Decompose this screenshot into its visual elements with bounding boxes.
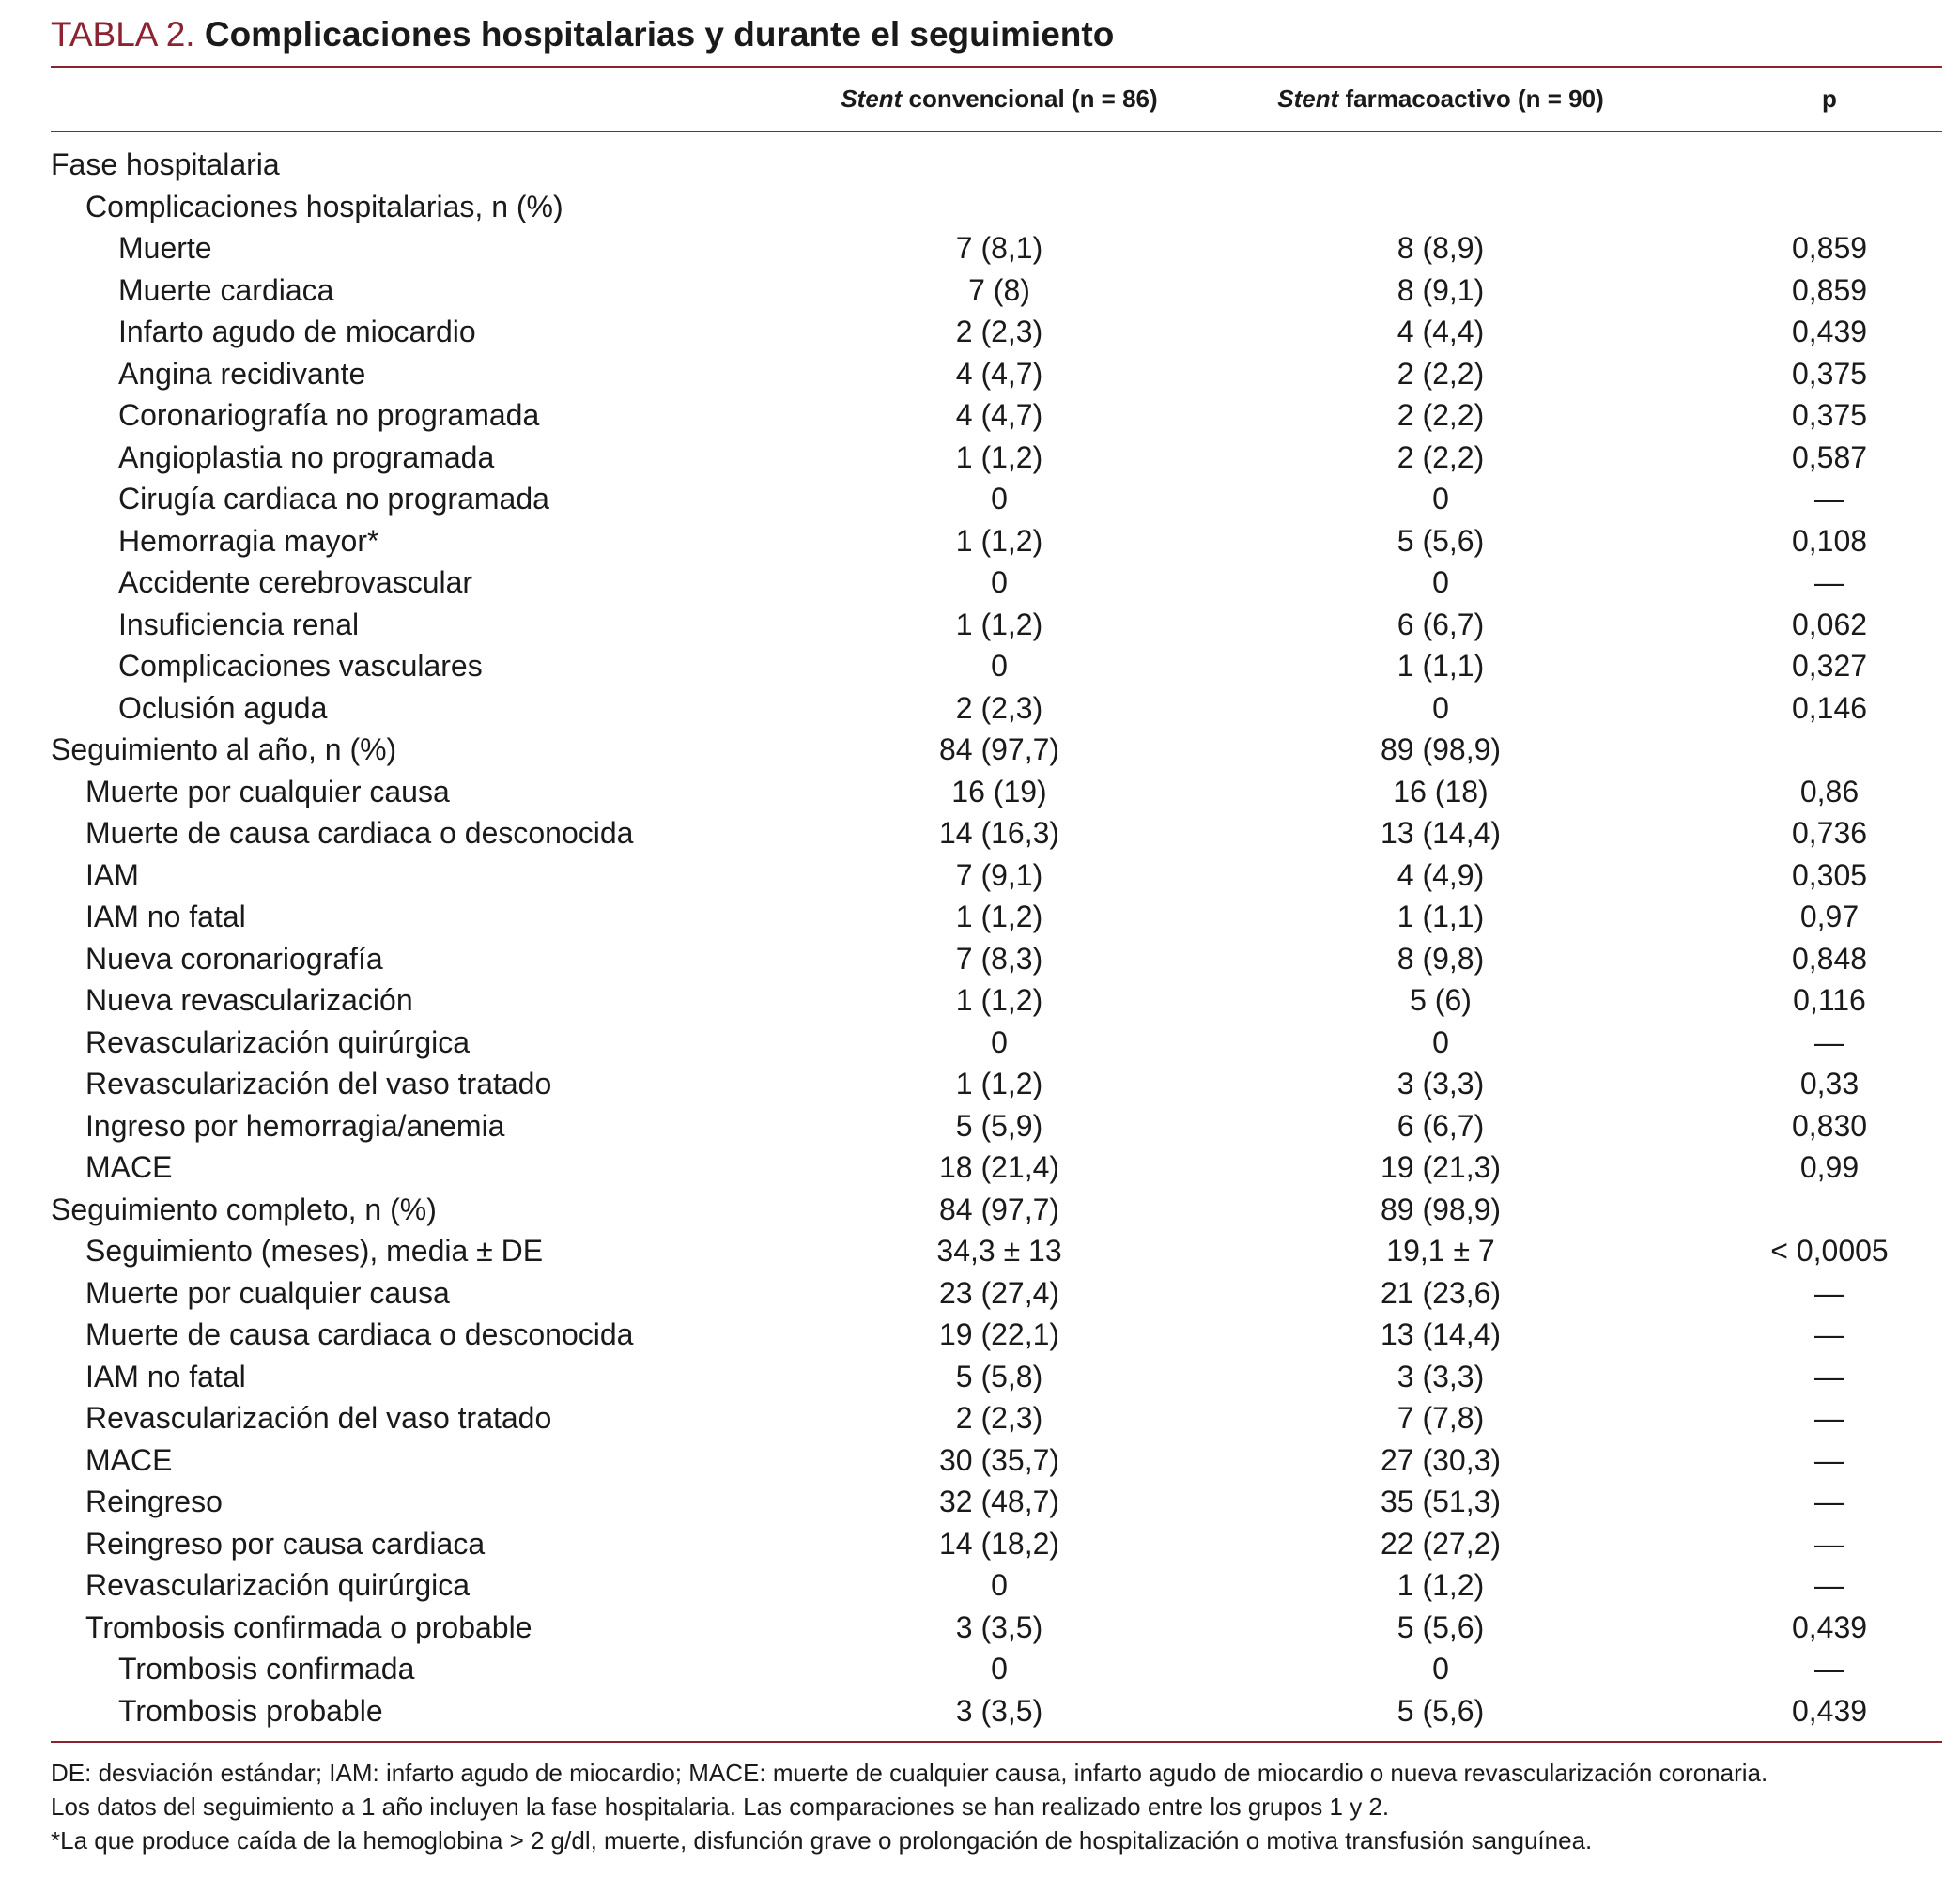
cell-group1: 32 (48,7) xyxy=(938,1485,1060,1518)
cell-p: — xyxy=(1814,1568,1844,1602)
row-label: MACE xyxy=(85,1150,173,1184)
row-label: Revascularización del vaso tratado xyxy=(85,1067,552,1100)
row-label: Revascularización quirúrgica xyxy=(85,1568,471,1602)
table-row xyxy=(51,1690,1942,1732)
cell-group2: 21 (23,6) xyxy=(1380,1275,1502,1310)
cell-group1: 23 (27,4) xyxy=(938,1275,1060,1310)
header-group1 xyxy=(830,85,1168,114)
table-row xyxy=(51,1189,1942,1231)
cell-group2: 89 (98,9) xyxy=(1380,1192,1502,1226)
cell-p: 0,859 xyxy=(1791,231,1868,265)
row-label: Muerte xyxy=(118,231,212,265)
table-header xyxy=(51,68,1942,131)
cell-group1: 1 (1,2) xyxy=(955,900,1043,933)
table-row xyxy=(51,1564,1942,1607)
cell-p xyxy=(1736,729,1923,771)
cell-group2: 2 (2,2) xyxy=(1397,398,1485,432)
cell-p xyxy=(1736,186,1923,228)
table-row xyxy=(51,437,1942,479)
cell-p: 0,86 xyxy=(1799,774,1860,808)
cell-group1: 1 (1,2) xyxy=(955,523,1043,558)
cell-p xyxy=(1736,144,1923,186)
row-label: IAM no fatal xyxy=(85,1359,246,1393)
row-label: Seguimiento al año, n (%) xyxy=(51,732,397,766)
cell-group1: 1 (1,2) xyxy=(955,607,1043,641)
cell-p: 0,848 xyxy=(1791,941,1868,976)
cell-group1: 5 (5,8) xyxy=(955,1359,1043,1393)
row-label: Seguimiento (meses), media ± DE xyxy=(85,1234,544,1268)
cell-p: — xyxy=(1814,1526,1844,1561)
header-group1-rest: convencional (n = 86) xyxy=(902,85,1158,113)
cell-p: 0,439 xyxy=(1791,1693,1868,1728)
cell-group2: 89 (98,9) xyxy=(1380,732,1502,766)
table-row xyxy=(51,938,1942,980)
cell-group2 xyxy=(1272,144,1610,186)
cell-group2: 1 (1,1) xyxy=(1397,649,1485,683)
cell-p: < 0,0005 xyxy=(1770,1234,1889,1268)
row-label: Oclusión aguda xyxy=(118,690,328,725)
table-row xyxy=(51,1230,1942,1272)
row-label: Cirugía cardiaca no programada xyxy=(118,482,549,516)
table-caption: Complicaciones hospitalarias y durante el seguimiento xyxy=(204,15,1115,54)
cell-group2: 0 xyxy=(1432,1024,1449,1059)
table-row xyxy=(51,1272,1942,1315)
row-label: Muerte de causa cardiaca o desconocida xyxy=(85,816,634,850)
table-row xyxy=(51,771,1942,813)
cell-p: 0,327 xyxy=(1791,649,1868,683)
cell-group1: 1 (1,2) xyxy=(955,439,1043,474)
row-label: Infarto agudo de miocardio xyxy=(118,315,476,348)
cell-group2: 13 (14,4) xyxy=(1380,816,1502,850)
cell-group2: 4 (4,4) xyxy=(1397,315,1485,348)
cell-group1: 7 (8) xyxy=(968,272,1030,307)
table-document xyxy=(51,13,1942,1857)
row-label: Trombosis confirmada o probable xyxy=(85,1609,532,1644)
cell-p: — xyxy=(1814,1401,1844,1435)
cell-p: 0,108 xyxy=(1791,523,1868,558)
cell-group2: 16 (18) xyxy=(1393,774,1489,808)
table-row xyxy=(51,1022,1942,1064)
cell-p: 0,587 xyxy=(1791,439,1868,474)
cell-p: 0,116 xyxy=(1793,983,1866,1017)
row-label: Accidente cerebrovascular xyxy=(118,565,473,599)
cell-p: — xyxy=(1814,1359,1844,1393)
footnote: DE: desviación estándar; IAM: infarto agudo de miocardio; MACE: muerte de cualquier causa, infarto agudo de miocardio o nueva revascularización coronaria. xyxy=(51,1759,1768,1787)
cell-p: 0,33 xyxy=(1799,1067,1860,1100)
cell-p: — xyxy=(1814,1442,1844,1477)
table-row xyxy=(51,979,1942,1022)
cell-p: — xyxy=(1814,1485,1844,1518)
row-label: Reingreso por causa cardiaca xyxy=(85,1526,486,1561)
footnote: *La que produce caída de la hemoglobina > 2 g/dl, muerte, disfunción grave o prolongación de hospitalización o motiva transfusión sanguínea. xyxy=(51,1826,1593,1855)
cell-group1: 2 (2,3) xyxy=(955,1401,1043,1435)
cell-group2: 8 (8,9) xyxy=(1397,231,1485,265)
row-label: Ingreso por hemorragia/anemia xyxy=(85,1108,505,1143)
header-p: p xyxy=(1822,85,1837,113)
cell-group2: 35 (51,3) xyxy=(1380,1485,1502,1518)
row-label: Nueva revascularización xyxy=(85,983,413,1017)
cell-group1: 5 (5,9) xyxy=(955,1108,1043,1143)
cell-group1 xyxy=(830,144,1168,186)
row-label: Seguimiento completo, n (%) xyxy=(51,1192,437,1226)
row-label: Complicaciones vasculares xyxy=(118,649,483,683)
row-label: Revascularización quirúrgica xyxy=(85,1024,471,1059)
row-label: Trombosis probable xyxy=(118,1693,383,1728)
cell-group2: 2 (2,2) xyxy=(1397,439,1485,474)
table-row xyxy=(51,478,1942,520)
cell-group2: 0 xyxy=(1432,565,1449,599)
cell-group1: 0 xyxy=(991,1652,1008,1685)
table-row xyxy=(51,1063,1942,1105)
table-row xyxy=(51,896,1942,938)
cell-group2: 7 (7,8) xyxy=(1397,1401,1485,1435)
table-row xyxy=(51,1356,1942,1398)
table-row xyxy=(51,1607,1942,1649)
cell-group1: 14 (16,3) xyxy=(938,816,1060,850)
cell-p: 0,439 xyxy=(1791,315,1868,348)
row-label: Revascularización del vaso tratado xyxy=(85,1401,552,1435)
cell-group2: 5 (5,6) xyxy=(1397,1693,1485,1728)
row-label: Fase hospitalaria xyxy=(51,147,280,181)
table-row xyxy=(51,604,1942,646)
cell-group2: 3 (3,3) xyxy=(1397,1067,1485,1100)
header-group1-italic: Stent xyxy=(841,85,903,113)
cell-group1: 84 (97,7) xyxy=(938,732,1060,766)
cell-p: 0,99 xyxy=(1799,1150,1860,1184)
cell-group1: 7 (8,3) xyxy=(955,941,1043,976)
row-label: IAM xyxy=(85,857,139,892)
row-label: MACE xyxy=(85,1442,173,1477)
cell-p: — xyxy=(1814,565,1844,599)
cell-group2 xyxy=(1272,186,1610,228)
cell-group2: 0 xyxy=(1432,482,1449,516)
cell-group2: 4 (4,9) xyxy=(1397,857,1485,892)
cell-p: 0,375 xyxy=(1791,356,1868,391)
cell-group2: 8 (9,1) xyxy=(1397,272,1485,307)
cell-group1: 3 (3,5) xyxy=(955,1693,1043,1728)
row-label: Angioplastia no programada xyxy=(118,439,495,474)
cell-p: 0,97 xyxy=(1799,900,1860,933)
row-label: IAM no fatal xyxy=(85,900,246,933)
table-row xyxy=(51,1648,1942,1690)
cell-group1: 34,3 ± 13 xyxy=(936,1234,1062,1268)
cell-group1: 2 (2,3) xyxy=(955,690,1043,725)
cell-group2: 5 (5,6) xyxy=(1397,523,1485,558)
cell-group1: 3 (3,5) xyxy=(955,1609,1043,1644)
table-body xyxy=(51,132,1942,1741)
cell-p: — xyxy=(1814,1317,1844,1351)
cell-group2: 27 (30,3) xyxy=(1380,1442,1502,1477)
cell-group2: 1 (1,2) xyxy=(1397,1568,1485,1602)
cell-group1: 0 xyxy=(991,1024,1008,1059)
table-row xyxy=(51,269,1942,312)
cell-group2: 22 (27,2) xyxy=(1380,1526,1502,1561)
cell-group1: 4 (4,7) xyxy=(955,398,1043,432)
cell-p: — xyxy=(1814,1652,1844,1685)
table-row xyxy=(51,311,1942,353)
cell-group1: 84 (97,7) xyxy=(938,1192,1060,1226)
row-label: Muerte de causa cardiaca o desconocida xyxy=(85,1317,634,1351)
cell-group2: 8 (9,8) xyxy=(1397,941,1485,976)
cell-group2: 3 (3,3) xyxy=(1397,1359,1485,1393)
cell-group2: 19 (21,3) xyxy=(1380,1150,1502,1184)
cell-group1: 14 (18,2) xyxy=(938,1526,1060,1561)
table-row xyxy=(51,687,1942,730)
cell-group2: 6 (6,7) xyxy=(1397,1108,1485,1143)
cell-p: 0,062 xyxy=(1791,607,1868,641)
cell-group1: 7 (9,1) xyxy=(955,857,1043,892)
table-row xyxy=(51,854,1942,897)
table-row xyxy=(51,1105,1942,1147)
cell-p: 0,146 xyxy=(1791,690,1868,725)
table-footnotes xyxy=(51,1743,1942,1857)
cell-group2: 5 (5,6) xyxy=(1397,1609,1485,1644)
table-row xyxy=(51,1314,1942,1356)
cell-group2: 19,1 ± 7 xyxy=(1386,1234,1495,1268)
row-label: Insuficiencia renal xyxy=(118,607,360,641)
table-row xyxy=(51,1481,1942,1523)
row-label: Muerte por cualquier causa xyxy=(85,774,450,808)
cell-group2: 1 (1,1) xyxy=(1397,900,1485,933)
row-label: Angina recidivante xyxy=(118,356,366,391)
table-row xyxy=(51,812,1942,854)
table-row xyxy=(51,562,1942,604)
table-row xyxy=(51,144,1942,186)
table-row xyxy=(51,1397,1942,1439)
cell-group2: 5 (6) xyxy=(1410,983,1472,1017)
cell-p xyxy=(1736,1189,1923,1231)
cell-group1: 2 (2,3) xyxy=(955,315,1043,348)
row-label: Complicaciones hospitalarias, n (%) xyxy=(85,189,563,223)
table-row xyxy=(51,520,1942,562)
cell-p: 0,830 xyxy=(1791,1108,1868,1143)
table-row xyxy=(51,394,1942,437)
cell-group2: 2 (2,2) xyxy=(1397,356,1485,391)
cell-p: 0,859 xyxy=(1791,272,1868,307)
table-row xyxy=(51,1439,1942,1482)
cell-group2: 0 xyxy=(1432,1652,1449,1685)
cell-group1: 1 (1,2) xyxy=(955,1067,1043,1100)
header-group2-rest: farmacoactivo (n = 90) xyxy=(1338,85,1604,113)
cell-group2: 13 (14,4) xyxy=(1380,1317,1502,1351)
cell-group1 xyxy=(830,186,1168,228)
cell-group2: 0 xyxy=(1432,690,1449,725)
table-row xyxy=(51,729,1942,771)
cell-p: — xyxy=(1814,1275,1844,1310)
cell-p: 0,439 xyxy=(1791,1609,1868,1644)
table-row xyxy=(51,353,1942,395)
row-label: Trombosis confirmada xyxy=(118,1652,415,1685)
cell-group1: 0 xyxy=(991,1568,1008,1602)
cell-group1: 0 xyxy=(991,649,1008,683)
table-row xyxy=(51,186,1942,228)
cell-group1: 0 xyxy=(991,482,1008,516)
table-row xyxy=(51,645,1942,687)
header-group2-italic: Stent xyxy=(1277,85,1339,113)
cell-p: 0,736 xyxy=(1791,816,1868,850)
row-label: Coronariografía no programada xyxy=(118,398,540,432)
row-label: Hemorragia mayor* xyxy=(118,523,379,558)
row-label: Muerte cardiaca xyxy=(118,272,334,307)
row-label: Nueva coronariografía xyxy=(85,941,383,976)
table-title xyxy=(51,13,1942,56)
cell-group1: 18 (21,4) xyxy=(938,1150,1060,1184)
footnote: Los datos del seguimiento a 1 año incluyen la fase hospitalaria. Las comparaciones se han realizado entre los grupos 1 y 2. xyxy=(51,1793,1390,1821)
table-row xyxy=(51,227,1942,269)
cell-group1: 1 (1,2) xyxy=(955,983,1043,1017)
cell-group1: 0 xyxy=(991,565,1008,599)
cell-group1: 19 (22,1) xyxy=(938,1317,1060,1351)
cell-p: 0,375 xyxy=(1791,398,1868,432)
cell-group2: 6 (6,7) xyxy=(1397,607,1485,641)
cell-p: — xyxy=(1814,482,1844,516)
cell-group1: 7 (8,1) xyxy=(955,231,1043,265)
row-label: Muerte por cualquier causa xyxy=(85,1275,450,1310)
table-number: TABLA 2. xyxy=(51,15,195,54)
row-label: Reingreso xyxy=(85,1485,223,1518)
cell-p: 0,305 xyxy=(1791,857,1868,892)
cell-group1: 16 (19) xyxy=(951,774,1047,808)
cell-p: — xyxy=(1814,1024,1844,1059)
table-row xyxy=(51,1147,1942,1189)
cell-group1: 30 (35,7) xyxy=(938,1442,1060,1477)
cell-group1: 4 (4,7) xyxy=(955,356,1043,391)
table-row xyxy=(51,1523,1942,1565)
header-group2 xyxy=(1272,85,1610,114)
